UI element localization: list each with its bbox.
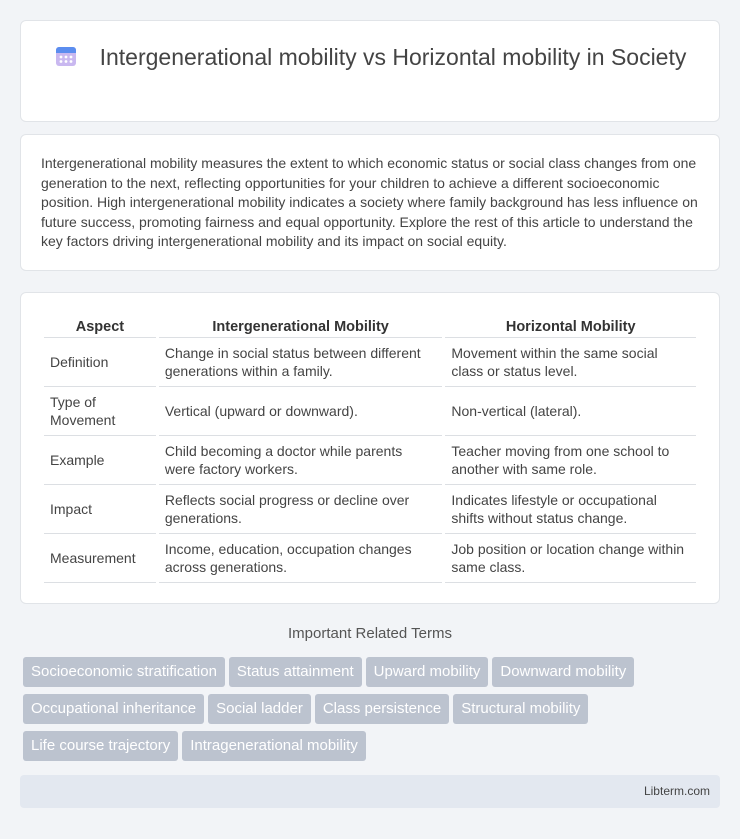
related-term-tag[interactable]: Occupational inheritance <box>23 694 204 724</box>
table-row <box>44 338 696 387</box>
related-term-tag[interactable]: Structural mobility <box>453 694 588 724</box>
cell-intergenerational: Vertical (upward or downward). <box>159 387 443 436</box>
related-term-tag[interactable]: Downward mobility <box>492 657 634 687</box>
related-term-tag[interactable]: Class persistence <box>315 694 449 724</box>
intro-paragraph: Intergenerational mobility measures the extent to which economic status or social class changes from one generation to the next, reflecting opportunities for your children to achieve a different socioeconomic position. High intergenerational mobility indicates a society where family background has less influence on future success, promoting fairness and equal opportunity. Explore the rest of this article to understand the key factors driving intergenerational mobility and its impact on social equity. <box>41 155 698 250</box>
header-intergenerational: Intergenerational Mobility <box>159 316 443 338</box>
header-horizontal: Horizontal Mobility <box>445 316 696 338</box>
cell-intergenerational: Reflects social progress or decline over generations. <box>159 485 443 534</box>
table-row <box>44 485 696 534</box>
related-term-tag[interactable]: Life course trajectory <box>23 731 178 761</box>
comparison-card <box>20 292 720 604</box>
related-term-tag[interactable]: Social ladder <box>208 694 311 724</box>
footer-site-link[interactable]: Libterm.com <box>643 784 710 798</box>
title-card <box>20 20 720 122</box>
cell-aspect: Type of Movement <box>44 387 156 436</box>
cell-horizontal: Job position or location change within same class. <box>445 534 696 583</box>
related-term-tag[interactable]: Intragenerational mobility <box>182 731 366 761</box>
calendar-grid-icon <box>54 44 78 68</box>
table-row <box>44 436 696 485</box>
title-wrap <box>51 43 689 72</box>
related-terms-list <box>23 657 723 768</box>
cell-intergenerational: Child becoming a doctor while parents were factory workers. <box>159 436 443 485</box>
table-row <box>44 387 696 436</box>
related-term-tag[interactable]: Upward mobility <box>366 657 489 687</box>
cell-horizontal: Movement within the same social class or status level. <box>445 338 696 387</box>
cell-intergenerational: Change in social status between different generations within a family. <box>159 338 443 387</box>
related-term-tag[interactable]: Status attainment <box>229 657 362 687</box>
cell-aspect: Definition <box>44 338 156 387</box>
footer <box>20 775 720 808</box>
related-terms-heading: Important Related Terms <box>288 625 452 642</box>
intro-card <box>20 134 720 271</box>
cell-intergenerational: Income, education, occupation changes across generations. <box>159 534 443 583</box>
cell-aspect: Example <box>44 436 156 485</box>
header-aspect: Aspect <box>44 316 156 338</box>
page-title: Intergenerational mobility vs Horizontal mobility in Society <box>99 44 687 70</box>
cell-horizontal: Non-vertical (lateral). <box>445 387 696 436</box>
cell-aspect: Impact <box>44 485 156 534</box>
table-header-row <box>44 316 696 338</box>
cell-horizontal: Indicates lifestyle or occupational shifts without status change. <box>445 485 696 534</box>
cell-aspect: Measurement <box>44 534 156 583</box>
table-row <box>44 534 696 583</box>
comparison-table <box>41 316 699 583</box>
cell-horizontal: Teacher moving from one school to another with same role. <box>445 436 696 485</box>
related-term-tag[interactable]: Socioeconomic stratification <box>23 657 225 687</box>
